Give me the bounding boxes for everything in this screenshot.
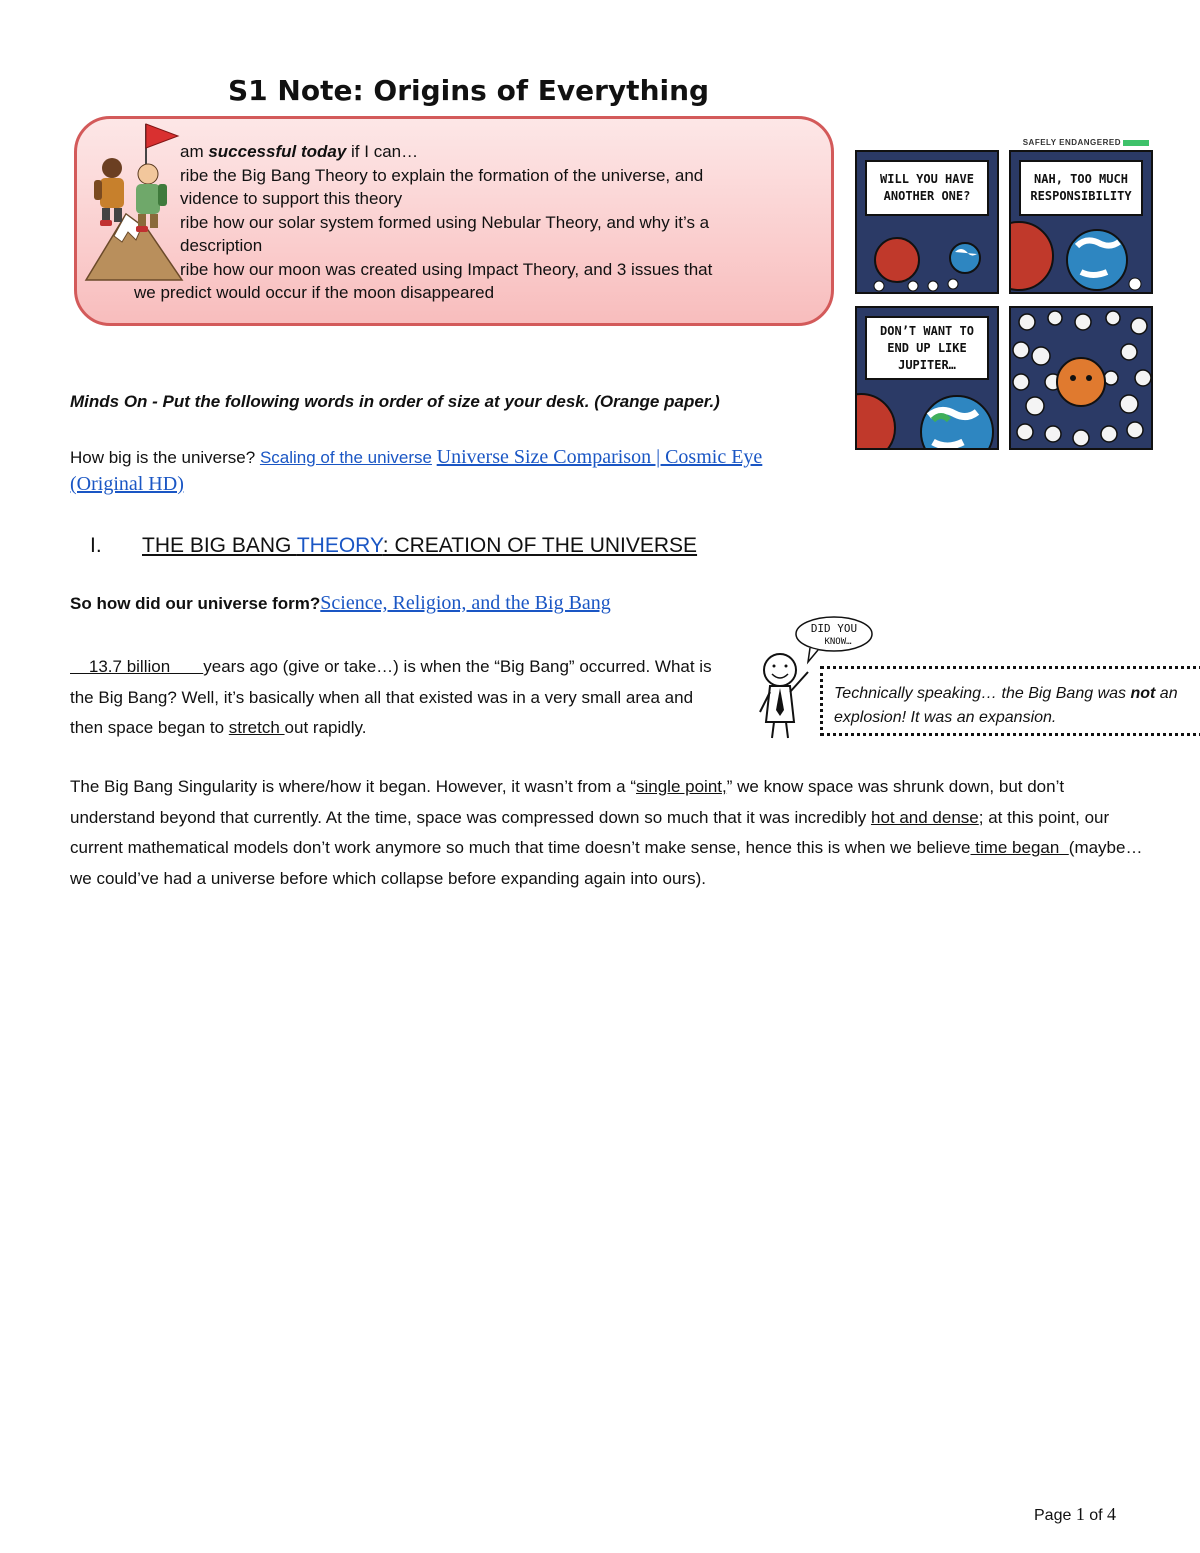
- comic-bubble-2: NAH, TOO MUCH RESPONSIBILITY: [1019, 160, 1143, 216]
- planets-comic: [855, 134, 1155, 450]
- fill-in-blank: time began: [970, 838, 1069, 857]
- goal-line: ribe the Big Bang Theory to explain the formation of the universe, and: [180, 165, 704, 185]
- universe-form-question: So how did our universe form?Science, Religion, and the Big Bang: [70, 592, 611, 614]
- moons-crowd-icon: [1011, 308, 1151, 448]
- did-you-know-bubble-line1: DID YOU: [810, 622, 858, 635]
- comic-bubble-3: DON’T WANT TO END UP LIKE JUPITER…: [865, 316, 989, 380]
- goal-intro: am successful today if I can…: [180, 142, 419, 161]
- goal-line: ribe how our moon was created using Impact Theory, and 3 issues that: [180, 259, 713, 279]
- how-big-question: How big is the universe?: [70, 448, 260, 467]
- goal-line: we predict would occur if the moon disappeared: [134, 283, 495, 302]
- goal-line: vidence to support this theory: [180, 189, 403, 208]
- comic-panel-4: [1009, 306, 1153, 450]
- universe-size-comparison-link[interactable]: Universe Size Comparison | Cosmic Eye (Original HD): [70, 446, 763, 495]
- fill-in-blank: 13.7 billion: [70, 657, 204, 676]
- singularity-paragraph: The Big Bang Singularity is where/how it began. However, it wasn’t from a “single point,” we know space was shrunk down, but don’t understand beyond that currently. At the time, space was compressed down so much that it was incredibly hot and dense; at this point, our current mathematical models don’t work anymore so much that time doesn’t make sense, hence this is when we believe time began (maybe… we could’ve had a universe before which collapse before expanding again into ours).: [70, 777, 1143, 888]
- fill-in-blank: hot and dense: [870, 807, 979, 827]
- learning-goals-text: [134, 140, 820, 305]
- earth-and-mars-icon: [857, 380, 997, 450]
- science-religion-link[interactable]: Science, Religion, and the Big Bang: [320, 592, 611, 614]
- comic-panel-1: [855, 150, 999, 294]
- did-you-know-bubble-line2: KNOW…: [824, 637, 852, 647]
- section-heading-big-bang: I. THE BIG BANG THEORY: CREATION OF THE UNIVERSE: [90, 534, 698, 557]
- comic-bubble-1: WILL YOU HAVE ANOTHER ONE?: [865, 160, 989, 216]
- big-bang-paragraph: 13.7 billion years ago (give or take…) is when the “Big Bang” occurred. What is the Big Bang? Well, it’s basically when all that existed was in a very small area and then space began to stretch out rapidly.: [70, 657, 712, 737]
- comic-brand: SAFELY ENDANGERED: [1023, 138, 1149, 147]
- goal-line: description: [180, 236, 263, 255]
- minds-on-prompt: Minds On - Put the following words in order of size at your desk. (Orange paper.): [70, 392, 720, 411]
- planets-icon: [857, 216, 997, 292]
- comic-panel-3: [855, 306, 999, 450]
- mountain-climbers-icon: [84, 118, 184, 283]
- page-number: Page 1 of 4: [1034, 1504, 1117, 1524]
- fill-in-blank: stretch: [228, 718, 285, 737]
- scaling-universe-link[interactable]: Scaling of the universe: [259, 448, 432, 467]
- goal-line: ribe how our solar system formed using Nebular Theory, and why it’s a: [180, 212, 710, 232]
- page-title: S1 Note: Origins of Everything: [228, 74, 710, 107]
- earth-icon: [1011, 216, 1151, 292]
- comic-panel-2: [1009, 150, 1153, 294]
- how-big-paragraph: [70, 444, 790, 498]
- did-you-know-text: Technically speaking… the Big Bang was not an explosion! It was an expansion.: [834, 685, 1178, 726]
- fill-in-blank: single point,: [636, 777, 727, 796]
